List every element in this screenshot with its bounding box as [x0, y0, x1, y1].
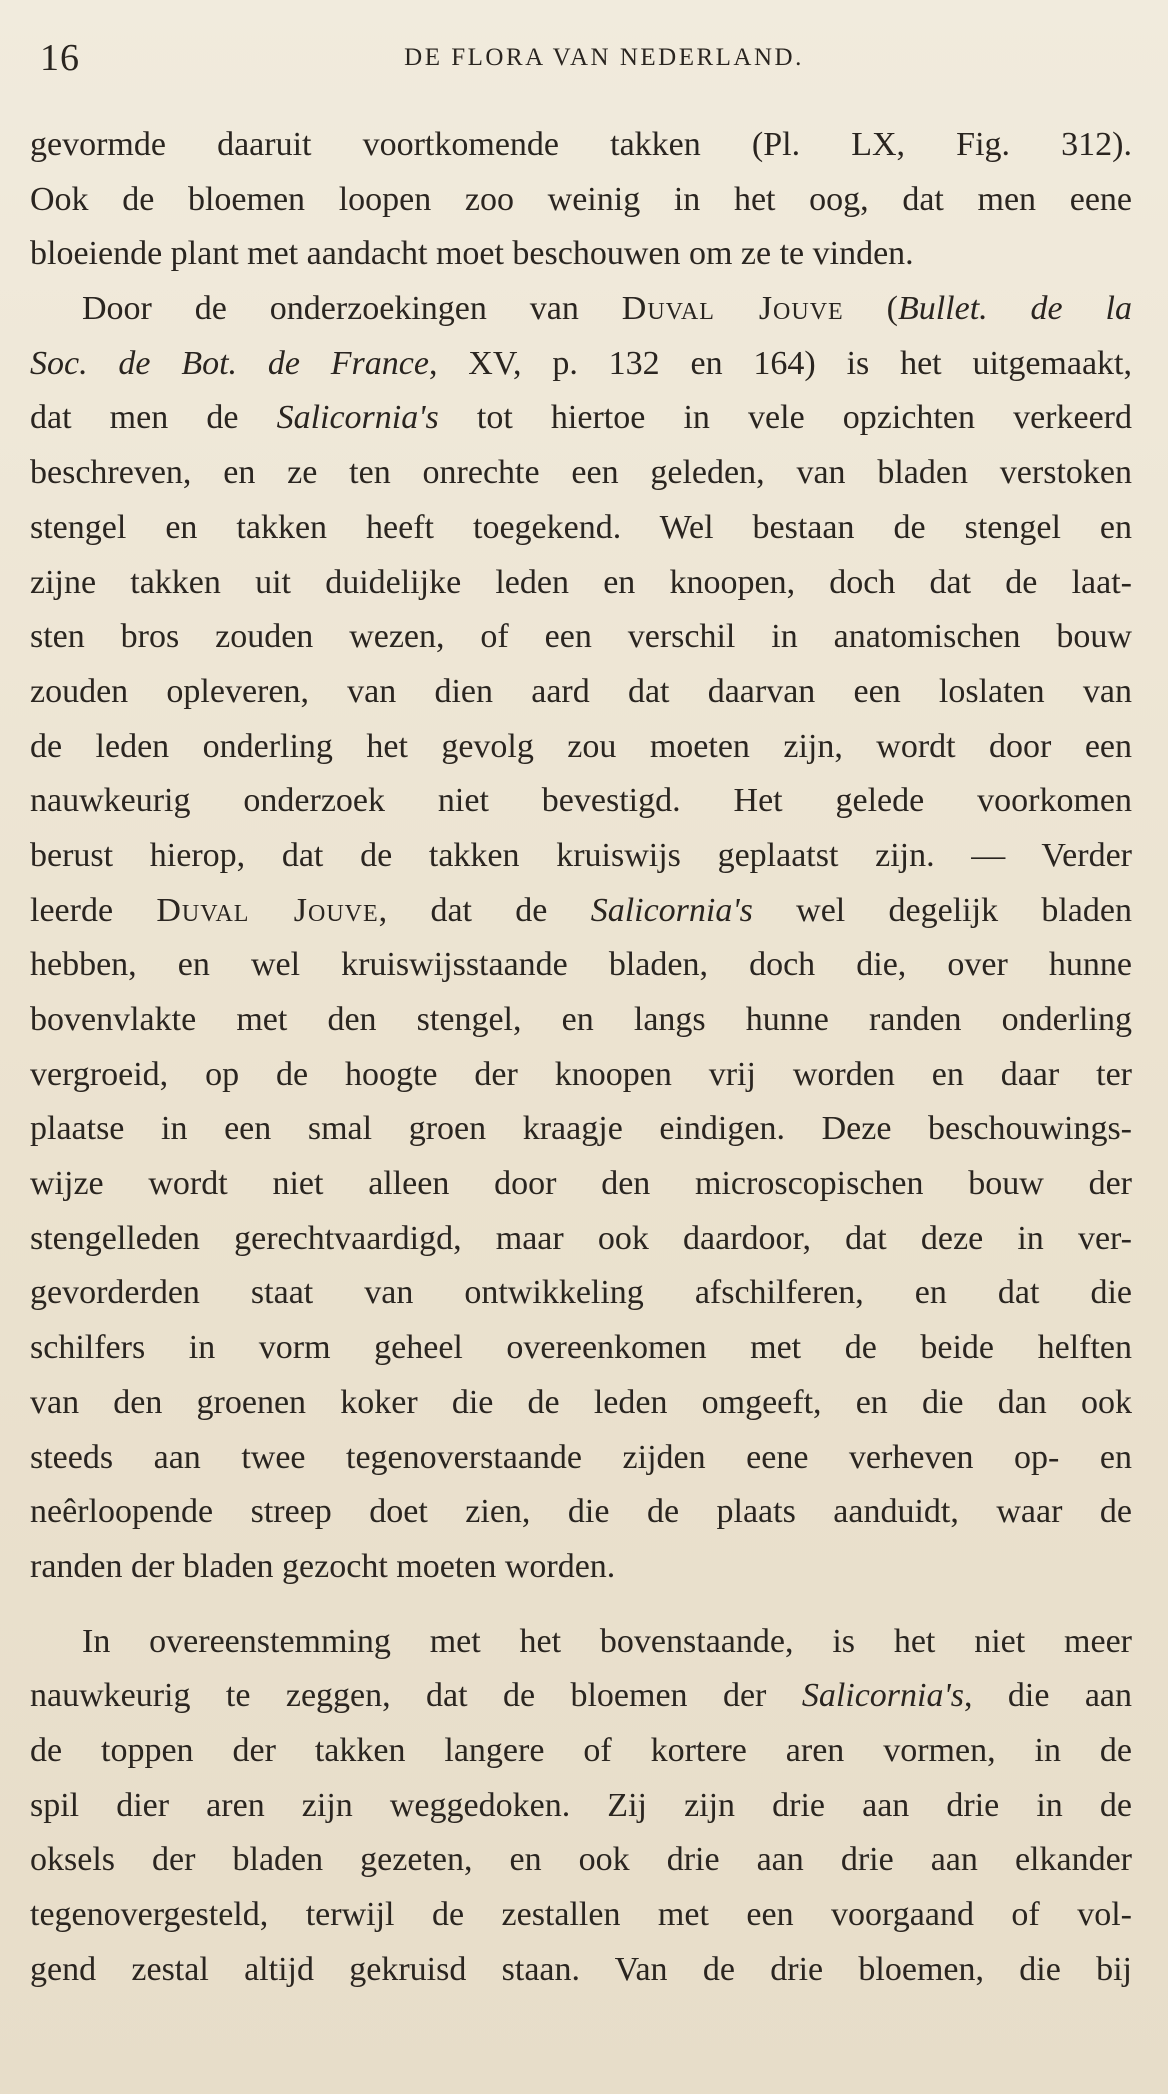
text-line: steeds aan twee tegenoverstaande zijden eene verheven op- en [30, 1438, 1132, 1476]
author-name: Duval Jouve [621, 290, 844, 328]
taxon-name: Salicornia's [590, 891, 753, 929]
text-line: hebben, en wel kruiswijsstaande bladen, doch die, over hunne [30, 946, 1132, 984]
text-line: stengelleden gerechtvaardigd, maar ook daardoor, dat deze in ver- [30, 1219, 1132, 1257]
text-line [30, 282, 1132, 337]
text-line: van den groenen koker die de leden omgeeft, en die dan ook [30, 1383, 1132, 1421]
text-line: de toppen der takken langere of kortere aren vormen, in de [30, 1731, 1132, 1769]
text-line: Ook de bloemen loopen zoo weinig in het oog, dat men eene [30, 180, 1132, 218]
text-line: stengel en takken heeft toegekend. Wel bestaan de stengel en [30, 508, 1132, 546]
text-line: berust hierop, dat de takken kruiswijs geplaatst zijn. — Verder [30, 836, 1132, 874]
citation-text: Bullet. de la [897, 290, 1132, 328]
text-fragment: , XV, p. 132 en 164) is het uitgemaakt, [428, 344, 1132, 382]
text-line [30, 1669, 1132, 1724]
text-fragment: nauwkeurig te zeggen, dat de bloemen der [30, 1677, 767, 1715]
running-head: DE FLORA VAN NEDERLAND. [404, 44, 804, 71]
text-fragment: leerde [30, 891, 114, 929]
body-text [30, 118, 1132, 1997]
author-name: Duval Jouve [156, 891, 379, 929]
text-line: gevorderden staat van ontwikkeling afschilferen, en dat die [30, 1274, 1132, 1312]
text-line: tegenovergesteld, terwijl de zestallen met een voorgaand of vol- [30, 1896, 1132, 1933]
text-fragment: Door de onderzoekingen van [82, 290, 579, 328]
text-fragment: wel degelijk bladen [796, 891, 1132, 929]
text-line: oksels der bladen gezeten, en ook drie aan drie aan elkander [30, 1841, 1132, 1879]
text-line: plaatse in een smal groen kraagje eindigen. Deze beschouwings- [30, 1110, 1132, 1148]
text-line: wijze wordt niet alleen door den microscopischen bouw der [30, 1165, 1132, 1203]
taxon-name: Salicornia's [276, 399, 439, 437]
text-fragment: dat men de [30, 399, 239, 437]
text-line: nauwkeurig onderzoek niet bevestigd. Het gelede voorkomen [30, 782, 1132, 820]
text-line: bovenvlakte met den stengel, en langs hunne randen onderling [30, 1001, 1132, 1038]
citation-text: Soc. de Bot. de France [30, 344, 429, 382]
text-line: schilfers in vorm geheel overeenkomen met de beide helften [30, 1329, 1132, 1367]
text-fragment: , dat de [378, 891, 548, 929]
text-line: gevormde daaruit voortkomende takken (Pl. LX, Fig. 312). [30, 126, 1132, 163]
text-line: vergroeid, op de hoogte der knoopen vrij worden en daar ter [30, 1055, 1132, 1093]
text-line: spil dier aren zijn weggedoken. Zij zijn drie aan drie in de [30, 1786, 1132, 1824]
text-line: beschreven, en ze ten onrechte een geleden, van bladen verstoken [30, 454, 1132, 492]
text-line [30, 337, 1132, 392]
text-line [30, 391, 1132, 446]
text-line: de leden onderling het gevolg zou moeten zijn, wordt door een [30, 727, 1132, 765]
text-line: In overeenstemming met het bovenstaande, is het niet meer [82, 1622, 1132, 1660]
text-line: randen der bladen gezocht moeten worden. [30, 1547, 616, 1585]
text-line: bloeiende plant met aandacht moet beschouwen om ze te vinden. [30, 235, 914, 273]
text-line: neêrloopende streep doet zien, die de plaats aanduidt, waar de [30, 1493, 1132, 1531]
text-fragment: , die aan [963, 1677, 1133, 1715]
text-line [30, 884, 1132, 939]
page-header [40, 30, 1128, 80]
text-fragment: ( [886, 290, 898, 328]
text-line: zijne takken uit duidelijke leden en knoopen, doch dat de laat- [30, 563, 1132, 601]
text-fragment: tot hiertoe in vele opzichten verkeerd [476, 399, 1133, 437]
text-line: gend zestal altijd gekruisd staan. Van de drie bloemen, die bij [30, 1950, 1132, 1988]
taxon-name: Salicornia's [801, 1677, 964, 1715]
text-line: sten bros zouden wezen, of een verschil in anatomischen bouw [30, 618, 1132, 656]
text-line: zouden opleveren, van dien aard dat daarvan een loslaten van [30, 672, 1132, 710]
page-number: 16 [40, 37, 80, 79]
